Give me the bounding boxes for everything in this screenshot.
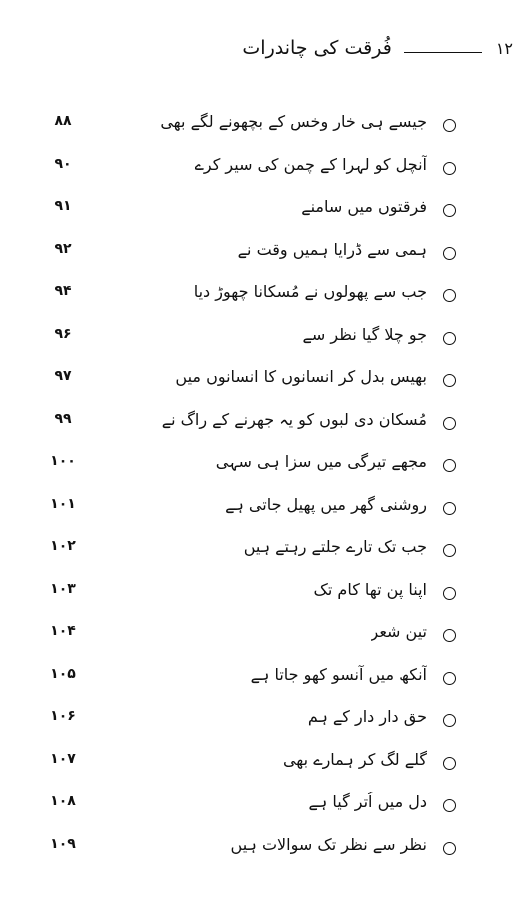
toc-row bbox=[0, 788, 523, 831]
circle-bullet-icon bbox=[443, 417, 456, 430]
toc-entry-title: بھیس بدل کر انسانوں کا انسانوں میں bbox=[175, 367, 427, 386]
toc-entry-page: ۹۹ bbox=[54, 410, 72, 427]
circle-bullet-icon bbox=[443, 544, 456, 557]
toc-row bbox=[0, 193, 523, 236]
toc-row bbox=[0, 703, 523, 746]
toc-row bbox=[0, 661, 523, 704]
toc-entry-title: حق دار دار کے ہم bbox=[307, 707, 427, 726]
toc-entry-title: آنچل کو لہرا کے چمن کی سیر کرے bbox=[194, 154, 427, 174]
toc-row bbox=[0, 831, 523, 874]
circle-bullet-icon bbox=[443, 799, 456, 812]
toc-entry-title: مُسکان دی لبوں کو یہ جھرنے کے راگ نے bbox=[161, 409, 427, 429]
toc-entry-page: ۱۰۵ bbox=[50, 665, 76, 682]
toc-entry-title: ہمی سے ڈرایا ہمیں وقت نے bbox=[237, 239, 427, 259]
circle-bullet-icon bbox=[443, 672, 456, 685]
toc-row bbox=[0, 236, 523, 279]
circle-bullet-icon bbox=[443, 119, 456, 132]
header-rule bbox=[404, 52, 482, 53]
toc-row bbox=[0, 108, 523, 151]
toc-entry-page: ۹۲ bbox=[54, 240, 72, 257]
circle-bullet-icon bbox=[443, 162, 456, 175]
toc-entry-title: روشنی گھر میں پھیل جاتی ہے bbox=[225, 494, 427, 514]
toc-entry-page: ۱۰۲ bbox=[50, 538, 76, 554]
circle-bullet-icon bbox=[443, 587, 456, 600]
toc-row bbox=[0, 151, 523, 194]
toc-row bbox=[0, 321, 523, 364]
toc-row bbox=[0, 533, 523, 576]
circle-bullet-icon bbox=[443, 204, 456, 217]
running-header bbox=[18, 28, 513, 68]
toc-entry-title: گلے لگ کر ہمارے بھی bbox=[282, 749, 427, 769]
toc-entry-title: نظر سے نظر تک سوالات ہیں bbox=[230, 834, 427, 854]
toc-entry-page: ۹۱ bbox=[54, 198, 72, 214]
toc-entry-title: جیسے ہی خار وخس کے بچھونے لگے بھی bbox=[160, 112, 427, 131]
toc-entry-page: ۹۴ bbox=[54, 283, 72, 299]
toc-entry-page: ۱۰۰ bbox=[50, 453, 76, 469]
circle-bullet-icon bbox=[443, 714, 456, 727]
circle-bullet-icon bbox=[443, 629, 456, 642]
toc-entry-title: فرقتوں میں سامنے bbox=[301, 197, 427, 216]
toc-row bbox=[0, 448, 523, 491]
toc-entry-title: مجھے تیرگی میں سزا ہی سہی bbox=[215, 452, 427, 471]
toc-row bbox=[0, 491, 523, 534]
circle-bullet-icon bbox=[443, 374, 456, 387]
toc-entry-page: ۹۷ bbox=[54, 368, 72, 384]
circle-bullet-icon bbox=[443, 757, 456, 770]
toc-entry-title: تین شعر bbox=[370, 622, 427, 641]
circle-bullet-icon bbox=[443, 502, 456, 515]
toc-entry-title: جب تک تارے جلتے رہتے ہیں bbox=[243, 537, 427, 556]
toc-entry-page: ۱۰۹ bbox=[50, 835, 76, 852]
toc-row bbox=[0, 406, 523, 449]
circle-bullet-icon bbox=[443, 332, 456, 345]
toc-entry-page: ۱۰۷ bbox=[50, 750, 76, 767]
toc-entry-title: دل میں اُتر گیا ہے bbox=[308, 792, 427, 811]
toc-entry-page: ۱۰۶ bbox=[50, 708, 76, 724]
header-page-number: ۱۲ bbox=[495, 38, 513, 58]
circle-bullet-icon bbox=[443, 459, 456, 472]
circle-bullet-icon bbox=[443, 289, 456, 302]
table-of-contents bbox=[0, 108, 523, 873]
toc-entry-page: ۱۰۳ bbox=[50, 580, 76, 597]
toc-row bbox=[0, 363, 523, 406]
toc-row bbox=[0, 618, 523, 661]
circle-bullet-icon bbox=[443, 842, 456, 855]
toc-entry-page: ۱۰۱ bbox=[50, 495, 76, 512]
toc-entry-page: ۹۶ bbox=[54, 325, 72, 342]
toc-entry-title: جب سے پھولوں نے مُسکانا چھوڑ دیا bbox=[193, 282, 427, 301]
toc-entry-page: ۱۰۴ bbox=[50, 623, 76, 639]
toc-entry-page: ۸۸ bbox=[54, 113, 72, 129]
toc-entry-title: آنکھ میں آنسو کھو جاتا ہے bbox=[250, 664, 427, 684]
toc-row bbox=[0, 746, 523, 789]
toc-entry-title: جو چلا گیا نظر سے bbox=[302, 324, 427, 344]
circle-bullet-icon bbox=[443, 247, 456, 260]
toc-row bbox=[0, 278, 523, 321]
toc-entry-page: ۱۰۸ bbox=[50, 793, 76, 809]
toc-entry-title: اپنا پن تھا کام تک bbox=[313, 579, 427, 599]
toc-entry-page: ۹۰ bbox=[54, 155, 72, 172]
header-book-title: فُرقت کی چاندرات bbox=[242, 37, 392, 59]
toc-row bbox=[0, 576, 523, 619]
